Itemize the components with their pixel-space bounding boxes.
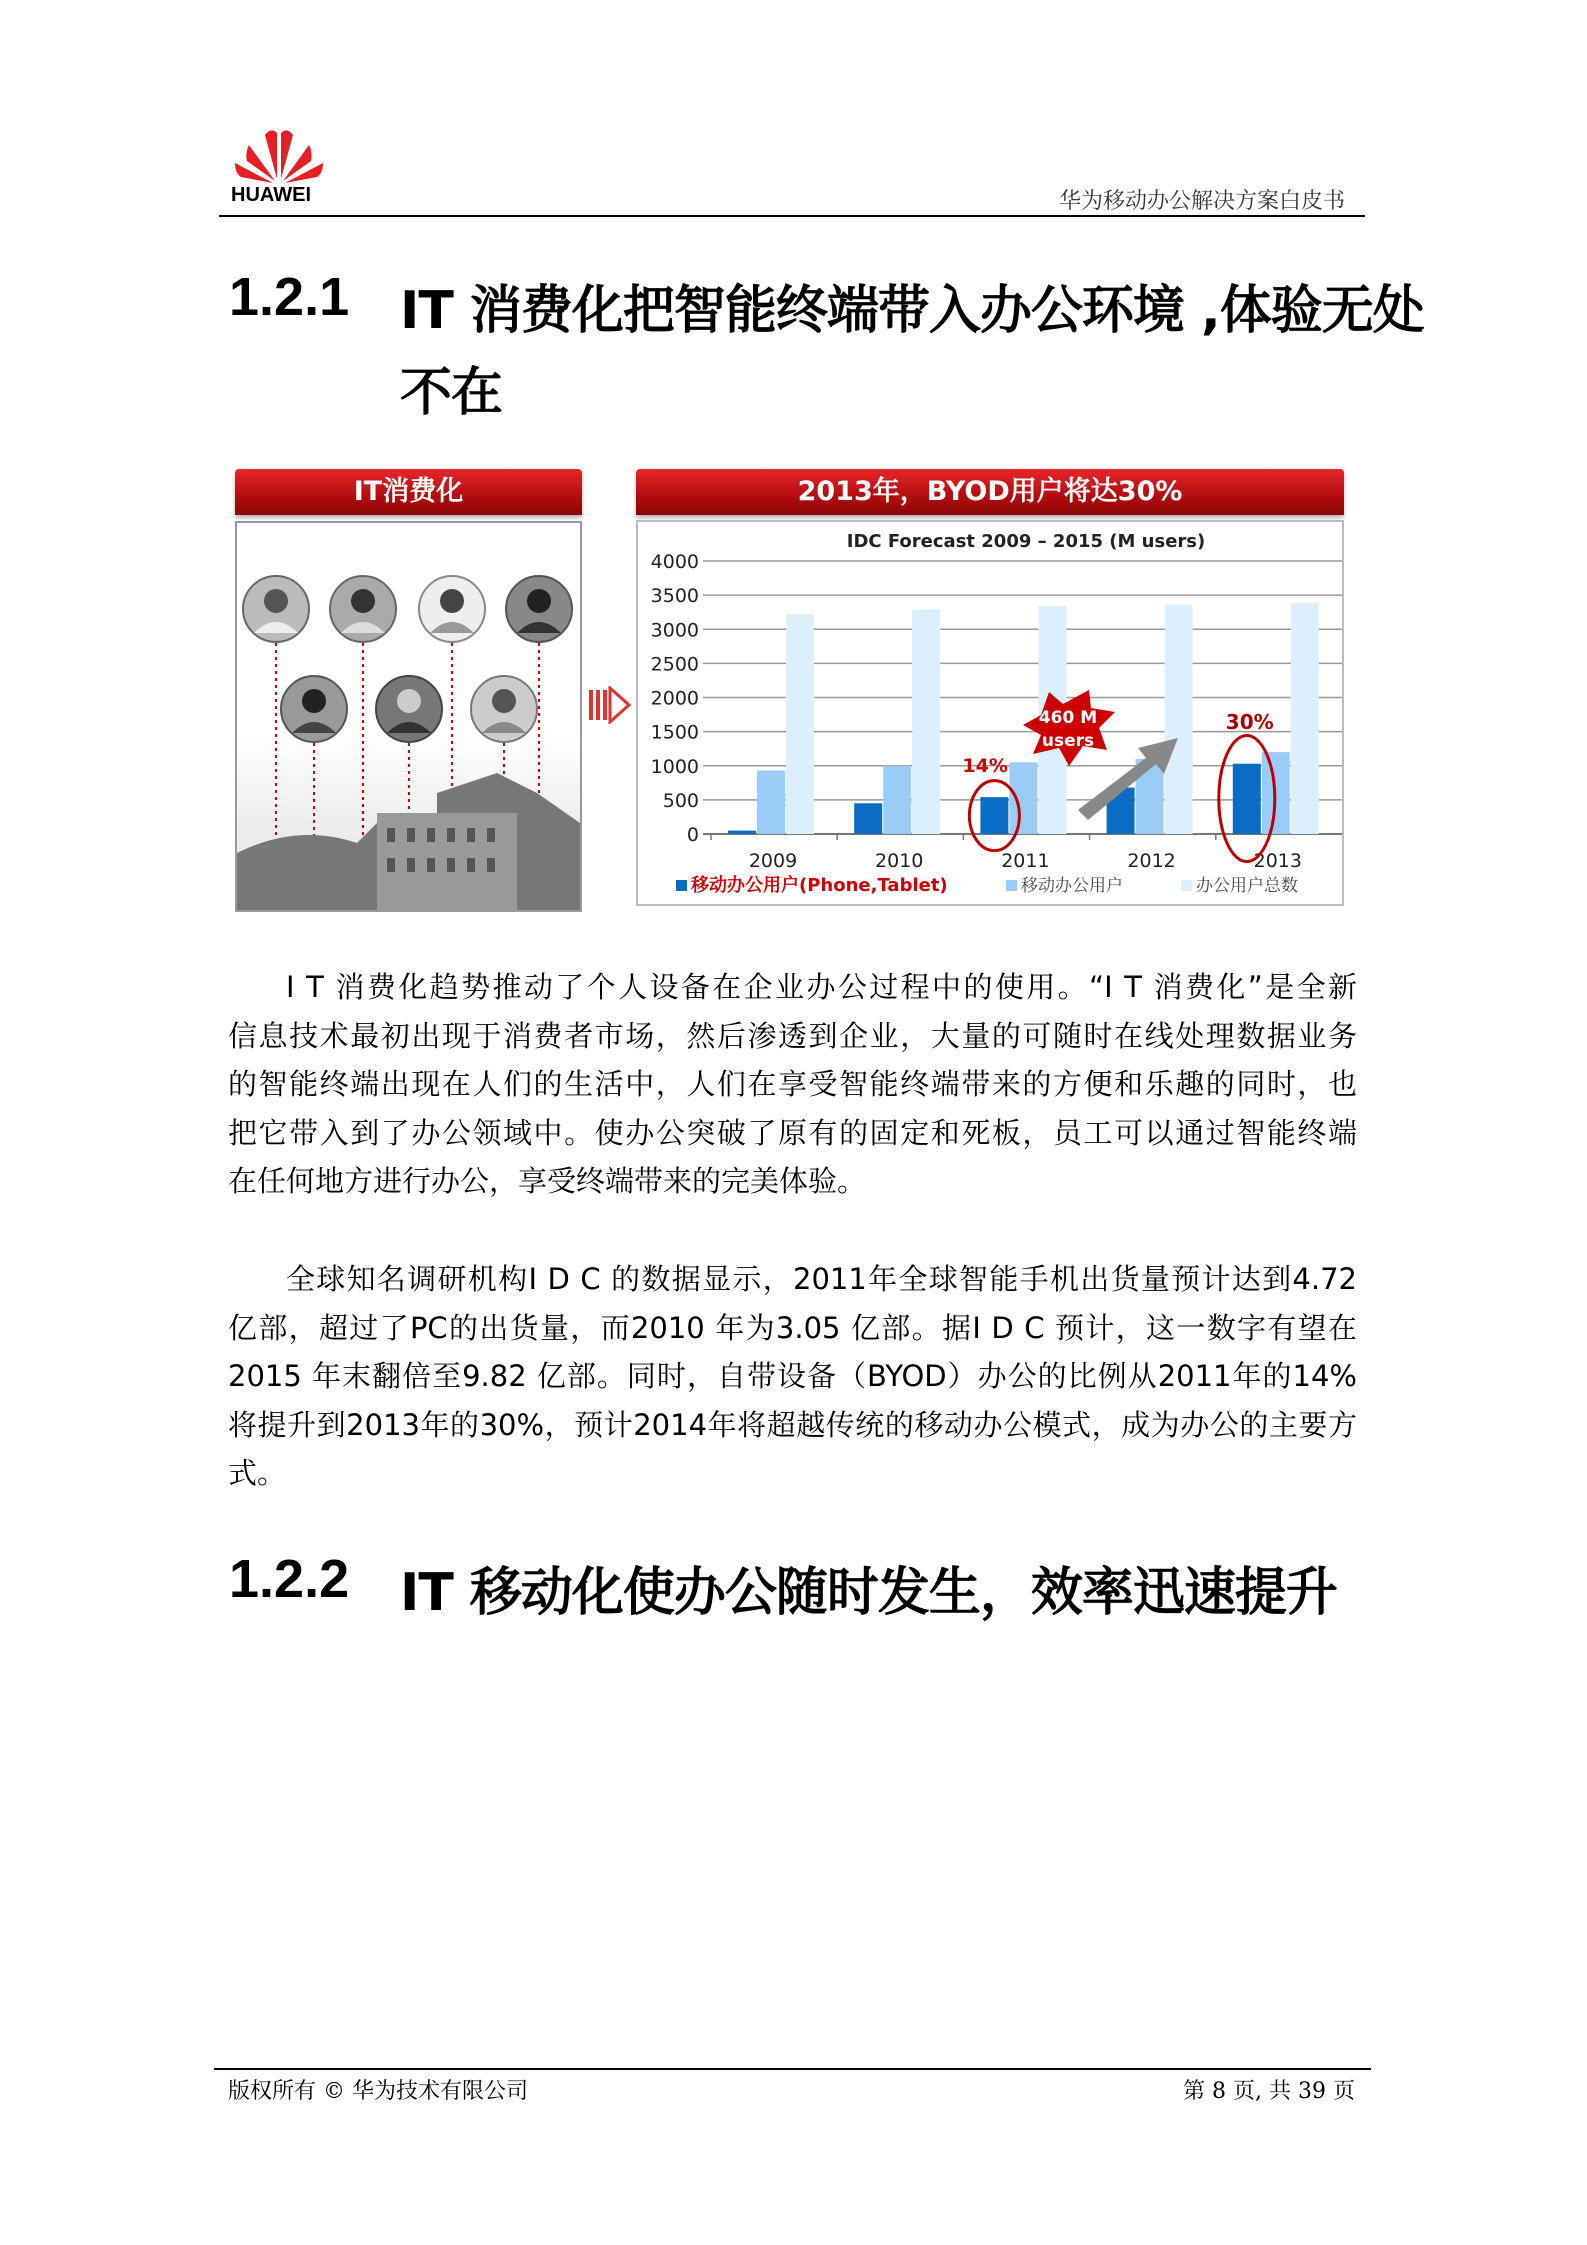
x-tick-label: 2009 (748, 850, 798, 872)
paragraph-line: 信息技术最初出现于消费者市场，然后渗透到企业，大量的可随时在线处理数据业务 (228, 1018, 1357, 1053)
document-title: 华为移动办公解决方案白皮书 (1058, 189, 1345, 214)
figure-left-title: IT消费化 (235, 469, 582, 515)
legend-swatch (1181, 880, 1192, 891)
paragraph-line: 亿部，超过了PC的出货量，而2010 年为3.05 亿部。据I D C 预计，这一数字有望在 (228, 1310, 1357, 1345)
chart-container (636, 520, 1344, 906)
legend-label: 办公用户总数 (1196, 876, 1298, 896)
paragraph-line: 的智能终端出现在人们的生活中，人们在享受智能终端带来的方便和乐趣的同时，也 (228, 1067, 1357, 1102)
paragraph-line: 全球知名调研机构I D C 的数据显示，2011年全球智能手机出货量预计达到4.72 (286, 1262, 1357, 1296)
x-tick-label: 2012 (1127, 850, 1176, 872)
paragraph-line: 2015 年末翻倍至9.82 亿部。同时，自带设备（BYOD）办公的比例从2011年的14% (228, 1359, 1357, 1394)
y-tick-label: 2000 (650, 687, 699, 710)
section-title-cont: 不在 (400, 363, 503, 423)
y-tick-label: 4000 (650, 551, 699, 573)
paragraph-1 (228, 963, 1357, 1206)
arrow-right-icon (589, 686, 631, 724)
y-tick-label: 500 (662, 789, 699, 812)
section-number: 1.2.2 (229, 1549, 350, 1609)
header-divider (219, 215, 1365, 217)
legend-label: 移动办公用户 (1021, 876, 1123, 896)
x-tick-label: 2011 (1001, 850, 1050, 872)
y-tick-label: 0 (686, 824, 699, 846)
section-title: IT 移动化使办公随时发生，效率迅速提升 (400, 1563, 1337, 1623)
person-avatars (243, 576, 572, 742)
x-tick-label: 2010 (875, 850, 924, 872)
paragraph-2 (228, 1255, 1357, 1498)
y-tick-label: 1500 (650, 721, 699, 744)
paragraph-line: 在任何地方进行办公，享受终端带来的完美体验。 (228, 1164, 867, 1199)
paragraph-line: 式。 (228, 1456, 287, 1491)
annotation-30pct: 30% (1225, 709, 1274, 734)
x-tick-label: 2013 (1253, 850, 1302, 872)
bar-3-2012 (1165, 605, 1193, 834)
annotation-14pct: 14% (962, 755, 1008, 777)
byod-forecast-figure (636, 469, 1344, 906)
y-tick-label: 3500 (650, 585, 699, 608)
figure-right-title: 2013年，BYOD用户将达30% (636, 469, 1344, 515)
paragraph-line: 将提升到2013年的30%，预计2014年将超越传统的移动办公模式，成为办公的主要方 (228, 1407, 1357, 1442)
paragraph-line: 把它带入到了办公领域中。使办公突破了原有的固定和死板，员工可以通过智能终端 (228, 1115, 1357, 1150)
people-illustration (235, 521, 582, 912)
paragraph-line: I T 消费化趋势推动了个人设备在企业办公过程中的使用。“I T 消费化”是全新 (286, 970, 1357, 1004)
section-number: 1.2.1 (229, 267, 350, 327)
footer-page-number: 第 8 页, 共 39 页 (1183, 2079, 1355, 2104)
y-tick-label: 1000 (650, 755, 699, 778)
bar-3-2013 (1291, 603, 1319, 834)
bar-2-2011 (1009, 762, 1037, 834)
bar-1-2013 (1233, 764, 1261, 834)
legend-swatch (676, 880, 687, 891)
y-tick-label: 3000 (650, 619, 699, 642)
it-consumerization-figure (235, 469, 582, 912)
bar-chart (638, 522, 1342, 904)
badge-line1: 460 M (1038, 708, 1098, 728)
bar-1-2011 (980, 797, 1008, 834)
bar-2-2010 (883, 766, 911, 834)
bar-1-2010 (854, 803, 882, 834)
bar-1-2009 (728, 831, 756, 834)
starburst-badge (1023, 690, 1115, 766)
bar-3-2009 (786, 614, 814, 834)
section-title: IT 消费化把智能终端带入办公环境 ,体验无处 (400, 281, 1424, 341)
footer-divider (214, 2068, 1371, 2070)
logo-text: HUAWEI (231, 184, 311, 206)
bar-2-2009 (757, 771, 785, 834)
bar-3-2010 (912, 609, 940, 834)
y-tick-label: 2500 (650, 653, 699, 676)
footer-copyright: 版权所有 © 华为技术有限公司 (228, 2079, 528, 2104)
legend-swatch (1006, 880, 1017, 891)
legend-label: 移动办公用户(Phone,Tablet) (691, 875, 948, 896)
chart-title: IDC Forecast 2009 – 2015 (M users) (846, 531, 1206, 552)
badge-line2: users (1041, 731, 1095, 751)
